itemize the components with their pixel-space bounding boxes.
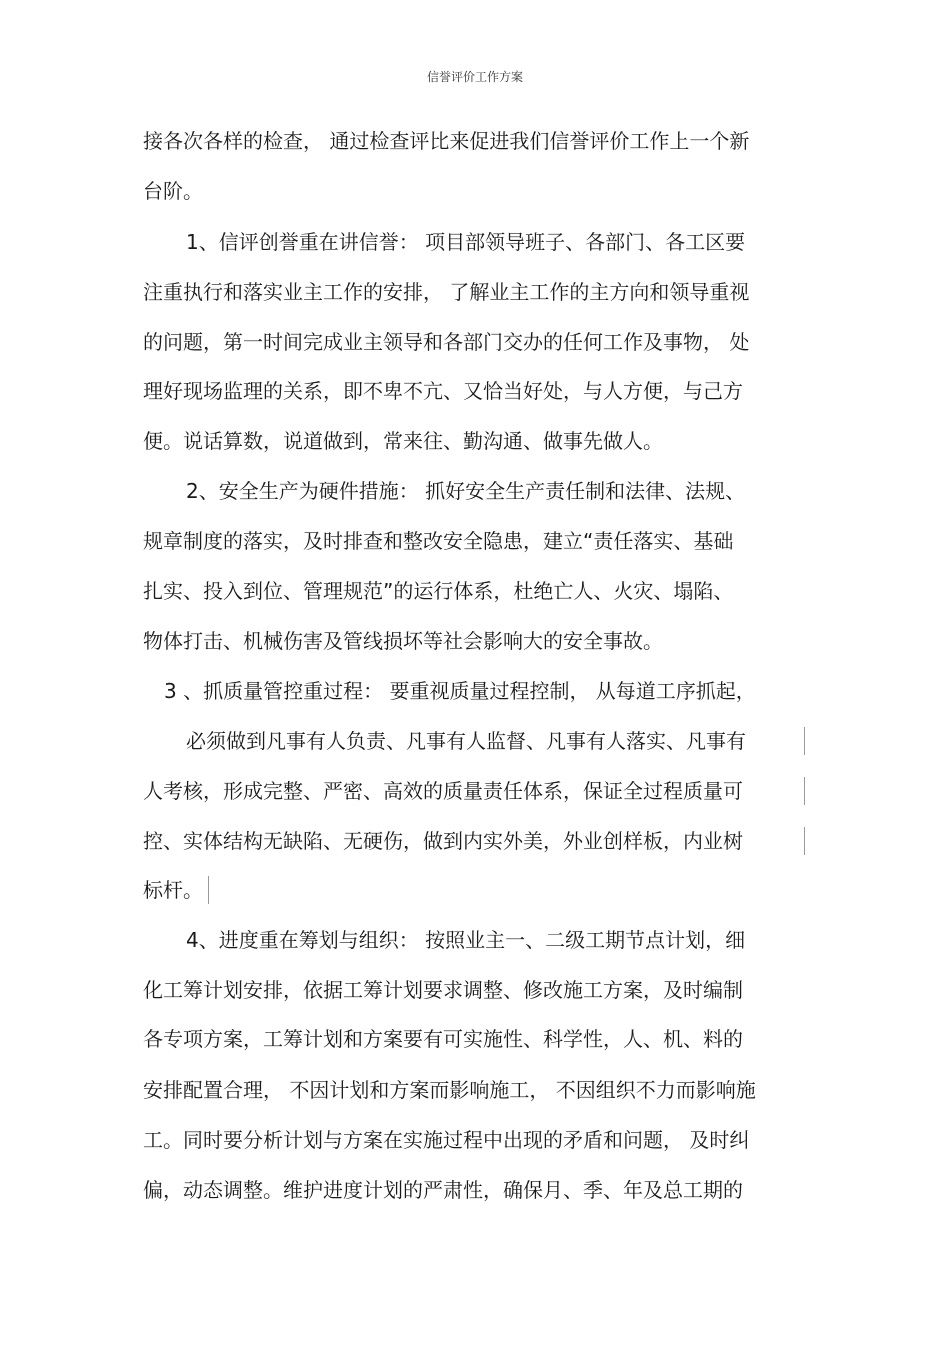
text-line: 1、信评创誉重在讲信誉： 项目部领导班子、各部门、各工区要 bbox=[186, 230, 746, 254]
margin-bar bbox=[804, 777, 805, 805]
text-line: 理好现场监理的关系，即不卑不亢、又恰当好处，与人方便，与己方 bbox=[143, 379, 743, 403]
text-line: 接各次各样的检查， 通过检查评比来促进我们信誉评价工作上一个新 bbox=[143, 129, 750, 153]
text-line: 安排配置合理， 不因计划和方案而影响施工， 不因组织不力而影响施 bbox=[143, 1078, 756, 1102]
text-line: 偏，动态调整。维护进度计划的严肃性，确保月、季、年及总工期的 bbox=[143, 1178, 743, 1202]
margin-bar bbox=[804, 727, 805, 755]
text-line: 工。同时要分析计划与方案在实施过程中出现的矛盾和问题， 及时纠 bbox=[143, 1128, 750, 1152]
text-line: 人考核，形成完整、严密、高效的质量责任体系，保证全过程质量可 bbox=[143, 779, 743, 803]
text-line: 注重执行和落实业主工作的安排， 了解业主工作的主方向和领导重视 bbox=[143, 280, 750, 304]
text-line: 扎实、投入到位、管理规范”的运行体系，杜绝亡人、火灾、塌陷、 bbox=[143, 579, 734, 603]
text-line: 便。说话算数，说道做到，常来往、勤沟通、做事先做人。 bbox=[143, 429, 663, 453]
margin-bar bbox=[804, 827, 805, 855]
text-line: 化工筹计划安排，依据工筹计划要求调整、修改施工方案，及时编制 bbox=[143, 978, 743, 1002]
margin-bar bbox=[208, 876, 209, 904]
text-line: 规章制度的落实，及时排查和整改安全隐患，建立“责任落实、基础 bbox=[143, 529, 734, 553]
text-line: 各专项方案，工筹计划和方案要有可实施性、科学性，人、机、料的 bbox=[143, 1027, 743, 1051]
text-line: 物体打击、机械伤害及管线损坏等社会影响大的安全事故。 bbox=[143, 629, 663, 653]
text-line: 的问题，第一时间完成业主领导和各部门交办的任何工作及事物， 处 bbox=[143, 330, 750, 354]
text-line: 3 、抓质量管控重过程： 要重视质量过程控制， 从每道工序抓起， bbox=[164, 679, 756, 703]
text-line: 控、实体结构无缺陷、无硬伤，做到内实外美，外业创样板，内业树 bbox=[143, 829, 743, 853]
text-line: 必须做到凡事有人负责、凡事有人监督、凡事有人落实、凡事有 bbox=[186, 729, 746, 753]
page-header: 信誉评价工作方案 bbox=[426, 70, 523, 84]
text-line: 标杆。 bbox=[143, 878, 203, 902]
text-line: 台阶。 bbox=[143, 179, 203, 203]
text-line: 2、安全生产为硬件措施： 抓好安全生产责任制和法律、法规、 bbox=[186, 479, 746, 503]
text-line: 4、进度重在筹划与组织： 按照业主一、二级工期节点计划，细 bbox=[186, 928, 746, 952]
